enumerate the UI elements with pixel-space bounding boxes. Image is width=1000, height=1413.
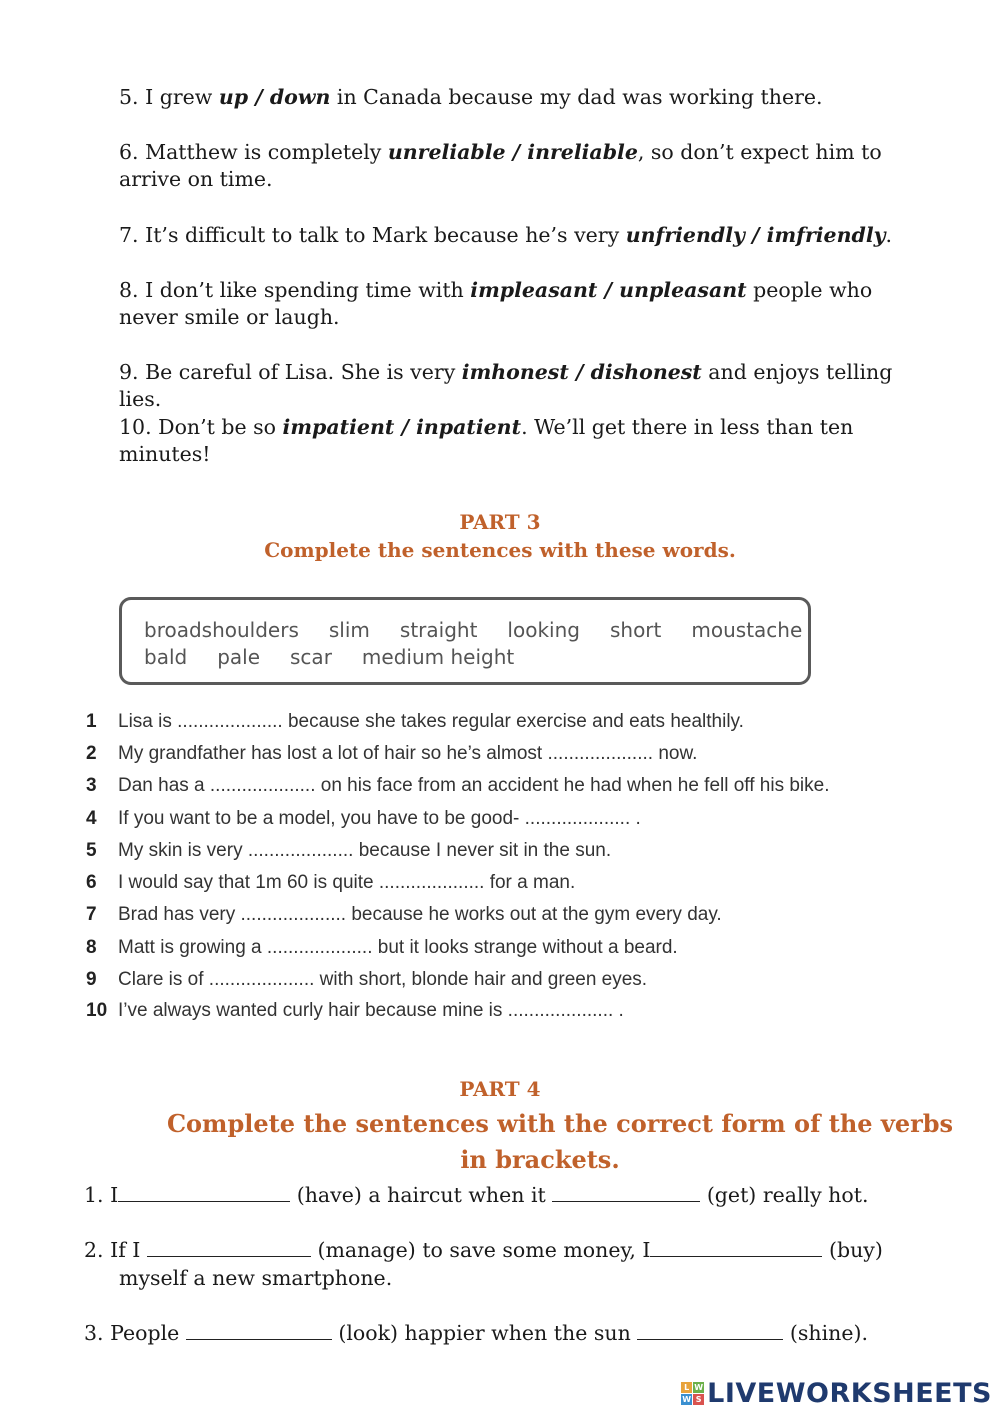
answer-blank[interactable] (637, 1321, 783, 1340)
gapfill-item-9: 9 Clare is of .................... with short, blonde hair and green eyes. (86, 969, 648, 990)
logo-tile: L (681, 1382, 692, 1393)
word-chip: moustache (691, 618, 803, 642)
word-box (119, 597, 811, 685)
part4-heading: PART 4 (459, 1077, 541, 1101)
part4-instruction-line1: Complete the sentences with the correct form of the verbs (166, 1109, 954, 1138)
answer-blank[interactable] (552, 1183, 700, 1202)
word-choice[interactable]: impleasant / unpleasant (470, 278, 747, 302)
word-box-row-2 (144, 645, 544, 669)
word-choice[interactable]: unfriendly / imfriendly (625, 223, 886, 247)
word-chip: pale (217, 645, 261, 669)
gapfill-item-3: 3 Dan has a .................... on his face from an accident he had when he fell off his bike. (86, 775, 830, 796)
exercise-item-6: 6. Matthew is completely unreliable / inreliable, so don’t expect him to arrive on time. (119, 140, 882, 191)
exercise-item-10: 10. Don’t be so impatient / inpatient. We’ll get there in less than ten minutes! (119, 415, 854, 466)
word-choice[interactable]: up / down (218, 85, 331, 109)
part3-instruction: Complete the sentences with these words. (264, 538, 736, 562)
word-box-row-1 (144, 618, 832, 642)
logo-tile: S (693, 1394, 704, 1405)
word-chip: short (609, 618, 662, 642)
verb-item-3: 3. People (look) happier when the sun (shine). (84, 1321, 868, 1345)
gapfill-item-8: 8 Matt is growing a .................... but it looks strange without a beard. (86, 937, 678, 958)
exercise-item-5: 5. I grew up / down in Canada because my dad was working there. (119, 85, 823, 109)
part4-instruction-line2: in brackets. (460, 1145, 620, 1174)
word-choice[interactable]: unreliable / inreliable (387, 140, 638, 164)
gapfill-item-7: 7 Brad has very .................... because he works out at the gym every day. (86, 904, 722, 925)
gapfill-item-5: 5 My skin is very .................... because I never sit in the sun. (86, 840, 612, 861)
liveworksheets-logo (681, 1378, 992, 1409)
gapfill-item-6: 6 I would say that 1m 60 is quite .................... for a man. (86, 872, 576, 893)
answer-blank[interactable] (650, 1238, 822, 1257)
word-choice[interactable]: imhonest / dishonest (461, 360, 702, 384)
word-choice[interactable]: impatient / inpatient (282, 415, 522, 439)
logo-icon (681, 1382, 704, 1405)
logo-tile: W (682, 1395, 692, 1404)
answer-blank[interactable] (186, 1321, 332, 1340)
part3-heading: PART 3 (459, 510, 541, 534)
gapfill-item-2: 2 My grandfather has lost a lot of hair so he’s almost .................... now. (86, 743, 698, 764)
verb-item-2: 2. If I (manage) to save some money, I (buy) myself a new smartphone. (84, 1236, 924, 1292)
word-chip: medium height (361, 645, 515, 669)
verb-item-2-continuation: myself a new smartphone. (119, 1266, 393, 1290)
logo-text: LIVEWORKSHEETS (707, 1378, 992, 1409)
gapfill-item-4: 4 If you want to be a model, you have to be good- .................... . (86, 808, 641, 829)
verb-item-1: 1. I (have) a haircut when it (get) really hot. (84, 1183, 869, 1207)
word-chip: scar (290, 645, 332, 669)
logo-tile: W (694, 1383, 704, 1392)
exercise-item-8: 8. I don’t like spending time with impleasant / unpleasant people who never smile or laugh. (119, 278, 873, 329)
gapfill-item-10: 10 I’ve always wanted curly hair because mine is .................... . (86, 1000, 624, 1021)
word-chip: bald (144, 645, 188, 669)
word-chip: straight (399, 618, 478, 642)
word-chip: broad (144, 618, 202, 642)
gapfill-item-1: 1 Lisa is .................... because she takes regular exercise and eats healthily. (86, 711, 744, 732)
word-chip: looking (507, 618, 580, 642)
word-chip: slim (328, 618, 370, 642)
exercise-item-7: 7. It’s difficult to talk to Mark because he’s very unfriendly / imfriendly. (119, 223, 893, 247)
word-chip: shoulders (201, 618, 299, 642)
answer-blank[interactable] (147, 1238, 311, 1257)
exercise-item-9: 9. Be careful of Lisa. She is very imhonest / dishonest and enjoys telling lies. (119, 360, 893, 411)
answer-blank[interactable] (118, 1183, 290, 1202)
